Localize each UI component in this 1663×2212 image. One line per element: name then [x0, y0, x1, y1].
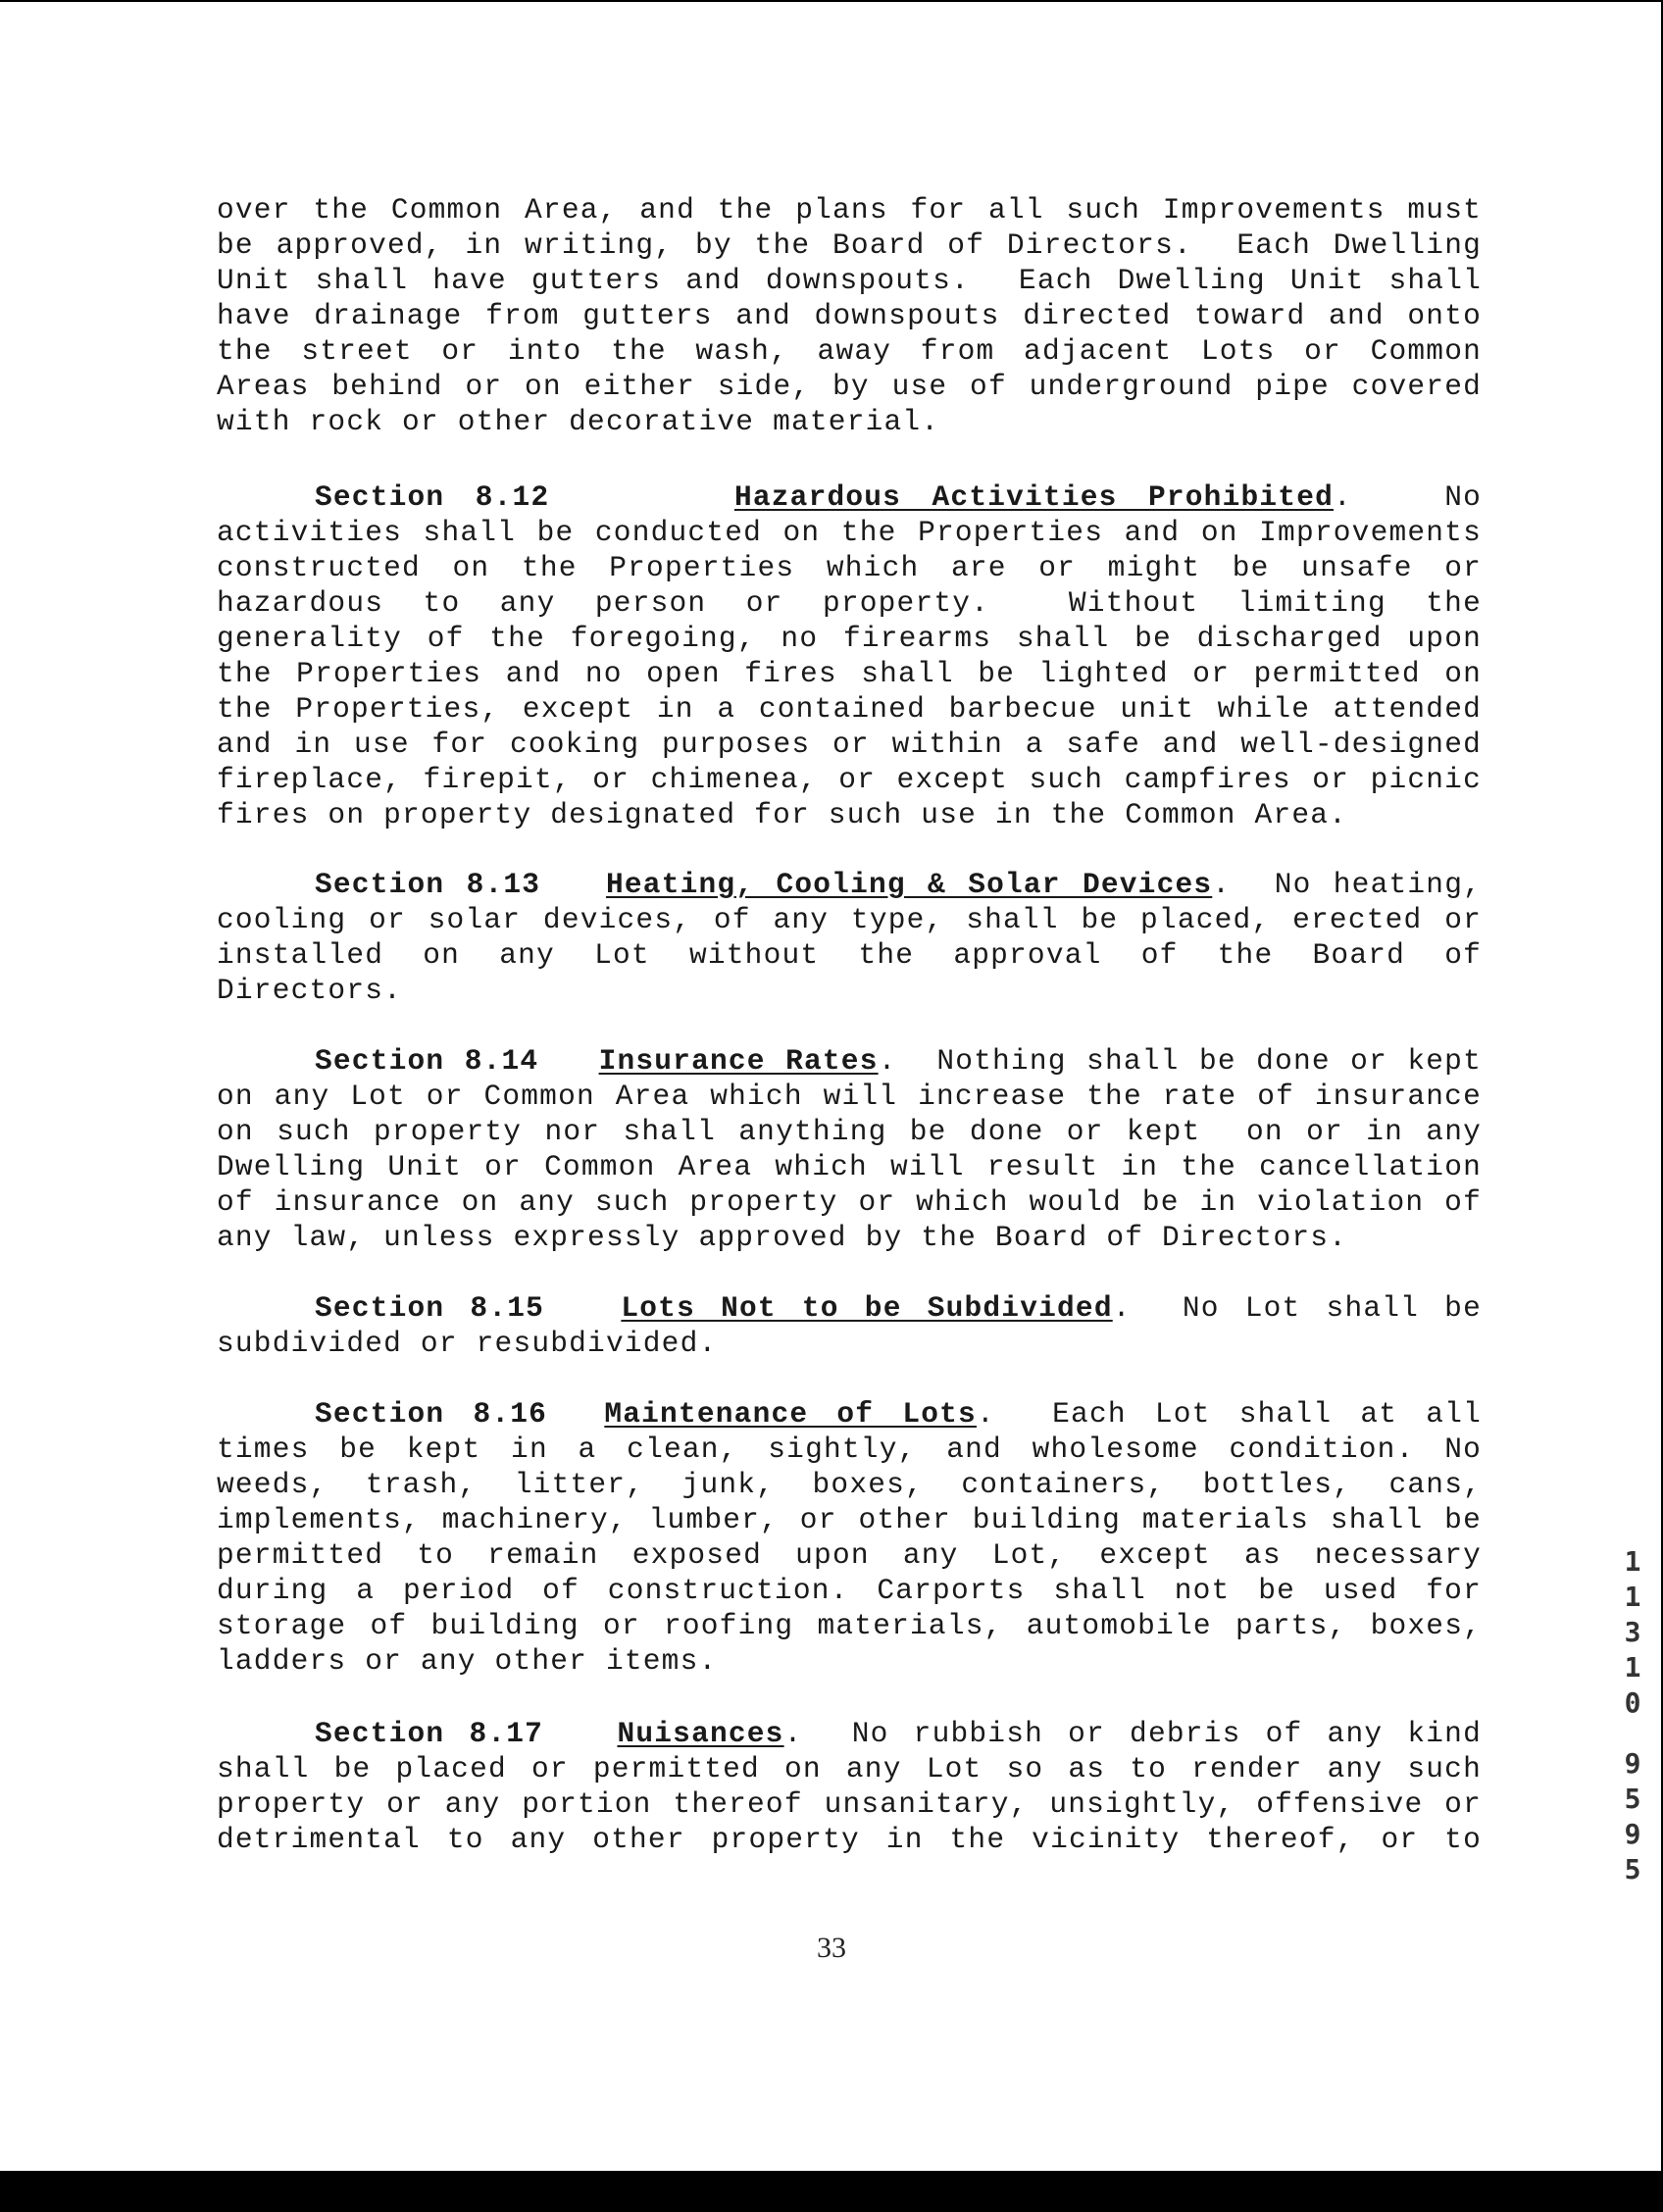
section-number: Section 8.15	[315, 1291, 545, 1325]
section-8-13	[217, 867, 1482, 1008]
section-8-16	[217, 1396, 1482, 1679]
text-line: Directors.	[217, 974, 403, 1007]
section-first-line-text: . No	[1334, 480, 1482, 514]
stamp-digit: 5	[1624, 1853, 1641, 1885]
text-line: ladders or any other items.	[217, 1644, 718, 1678]
stamp-digit: 1	[1624, 1581, 1641, 1613]
text-line: with rock or other decorative material.	[217, 405, 940, 438]
text-line: weeds, trash, litter, junk, boxes, containers, bottles, cans,	[217, 1468, 1482, 1501]
section-heading: Insurance Rates	[598, 1044, 879, 1078]
section-first-line	[217, 1043, 1482, 1079]
section-first-line	[217, 1290, 1482, 1326]
text-line: generality of the foregoing, no firearms shall be discharged upon	[217, 622, 1482, 655]
stamp-digit: 5	[1624, 1783, 1641, 1815]
text-line: hazardous to any person or property. Without limiting the	[217, 586, 1482, 620]
stamp-digit: 9	[1624, 1818, 1641, 1850]
section-first-line	[217, 479, 1482, 515]
text-line: have drainage from gutters and downspouts directed toward and onto	[217, 299, 1482, 332]
stamp-gap	[1618, 1721, 1647, 1746]
stamp-digit: 0	[1624, 1686, 1641, 1719]
text-line: times be kept in a clean, sightly, and wholesome condition. No	[217, 1433, 1482, 1466]
text-line: Unit shall have gutters and downspouts. Each Dwelling Unit shall	[217, 264, 1482, 297]
text-line: during a period of construction. Carports shall not be used for	[217, 1574, 1482, 1607]
text-line: and in use for cooking purposes or within a safe and well-designed	[217, 728, 1482, 761]
section-heading: Nuisances	[617, 1717, 784, 1750]
text-line: storage of building or roofing materials, automobile parts, boxes,	[217, 1609, 1482, 1642]
text-line: installed on any Lot without the approval of the Board of	[217, 938, 1482, 972]
section-number: Section 8.12	[315, 480, 550, 514]
stamp-digit: 9	[1624, 1747, 1641, 1780]
section-first-line-text: . Each Lot shall at all	[976, 1397, 1483, 1431]
recording-stamp	[1618, 1544, 1647, 1887]
paragraph-carryover	[217, 192, 1482, 439]
text-line: shall be placed or permitted on any Lot so as to render any such	[217, 1752, 1482, 1785]
stamp-digit: 1	[1624, 1545, 1641, 1578]
section-8-15	[217, 1290, 1482, 1361]
text-line: over the Common Area, and the plans for all such Improvements must	[217, 193, 1482, 226]
section-first-line	[217, 1396, 1482, 1432]
stamp-digit: 3	[1624, 1616, 1641, 1648]
text-line: property or any portion thereof unsanitary, unsightly, offensive or	[217, 1787, 1482, 1821]
text-line: be approved, in writing, by the Board of Directors. Each Dwelling	[217, 228, 1482, 262]
text-line: activities shall be conducted on the Properties and on Improvements	[217, 516, 1482, 549]
section-first-line-text: . Nothing shall be done or kept	[878, 1044, 1482, 1078]
text-line: Areas behind or on either side, by use of underground pipe covered	[217, 370, 1482, 403]
section-first-line	[217, 1716, 1482, 1751]
text-line: permitted to remain exposed upon any Lot, except as necessary	[217, 1538, 1482, 1572]
section-number: Section 8.17	[315, 1717, 544, 1750]
text-line: implements, machinery, lumber, or other building materials shall be	[217, 1503, 1482, 1536]
section-number: Section 8.13	[315, 868, 541, 901]
section-first-line	[217, 867, 1482, 902]
text-line: fireplace, firepit, or chimenea, or except such campfires or picnic	[217, 763, 1482, 796]
section-heading: Maintenance of Lots	[604, 1397, 977, 1431]
section-first-line-text: . No Lot shall be	[1112, 1291, 1482, 1325]
section-first-line-text: . No heating,	[1212, 868, 1482, 901]
page-edge-top	[0, 0, 1663, 2]
text-line: the street or into the wash, away from adjacent Lots or Common	[217, 334, 1482, 368]
text-line: fires on property designated for such use in the Common Area.	[217, 798, 1348, 831]
text-line: the Properties and no open fires shall be lighted or permitted on	[217, 657, 1482, 690]
text-line: on such property nor shall anything be done or kept on or in any	[217, 1115, 1482, 1148]
text-line: detrimental to any other property in the vicinity thereof, or to	[217, 1823, 1482, 1856]
text-line: Dwelling Unit or Common Area which will result in the cancellation	[217, 1150, 1482, 1183]
section-heading: Hazardous Activities Prohibited	[733, 480, 1334, 514]
section-first-line-text: . No rubbish or debris of any kind	[783, 1717, 1482, 1750]
page-number: 33	[817, 1932, 846, 1964]
text-line: any law, unless expressly approved by the Board of Directors.	[217, 1221, 1348, 1254]
text-line: constructed on the Properties which are or might be unsafe or	[217, 551, 1482, 584]
text-line: on any Lot or Common Area which will increase the rate of insurance	[217, 1080, 1482, 1113]
section-8-17	[217, 1716, 1482, 1857]
page-edge-bottom	[0, 2171, 1663, 2212]
stamp-digit: 1	[1624, 1651, 1641, 1684]
section-heading: Lots Not to be Subdivided	[621, 1291, 1113, 1325]
section-heading: Heating, Cooling & Solar Devices	[605, 868, 1213, 901]
text-line: cooling or solar devices, of any type, shall be placed, erected or	[217, 903, 1482, 936]
section-8-14	[217, 1043, 1482, 1255]
section-number: Section 8.14	[315, 1044, 539, 1078]
text-line: subdivided or resubdivided.	[217, 1327, 718, 1360]
section-8-12	[217, 479, 1482, 832]
text-line: of insurance on any such property or which would be in violation of	[217, 1185, 1482, 1219]
text-line: the Properties, except in a contained barbecue unit while attended	[217, 692, 1482, 726]
section-number: Section 8.16	[315, 1397, 548, 1431]
